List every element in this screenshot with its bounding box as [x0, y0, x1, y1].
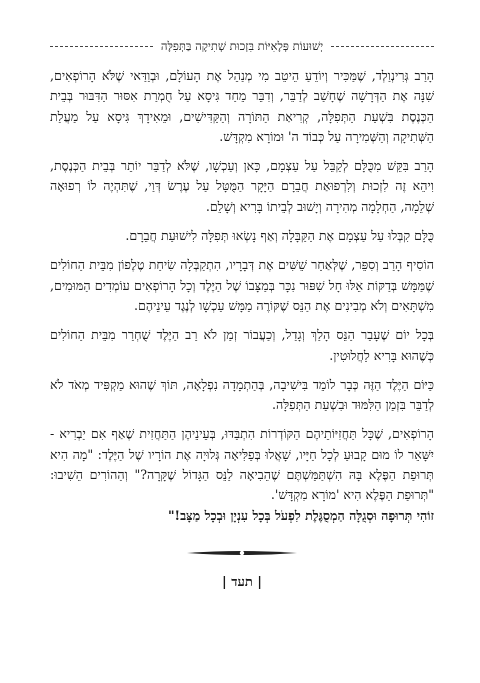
- paragraph: הָרוֹפְאִים, שֶׁכָּל תַּחֲזִיּוֹתֵיהֶם הַקּוֹדְרוֹת הִתְבַּדּוּ, בְּעֵינֵיהֶן הַתַּחֲזִית שֶׁאַף אִם יַבְרִיא - יִשָּׁאֵר לוֹ מוּם קָבוּעַ לְכָל חַיָּיו, שָׁאֲלוּ בְּפַלִּיאָה גְּלוּיָה אֶת הוֹרָיו שֶׁל הַיֶּלֶד: "מָה הִיא תְּרוּפַת הַפֶּלֶא בָּהּ הִשְׁתַּמַּשְׁתֶּם שֶׁהֵבִיאָה לַנֵּס הַגָּדוֹל שֶׁקָּרָה?" וְהַהוֹרִים הֵשִׁיבוּ: "תְּרוּפַת הַפֶּלֶא הִיא 'מוֹרָא מִקְדָּשׁ'.: [50, 426, 434, 503]
- paragraph: כַּיּוֹם הַיֶּלֶד הַזֶּה כְּבָר לוֹמֵד בִּישִׁיבָה, בְּהַתְמָדָה נִפְלָאָה, תּוֹךְ שֶׁהוּא מַקְפִּיד מְאֹד לֹא לְדַבֵּר בִּזְמַן הַלִּמּוּד וּבִשְׁעַת הַתְּפִלָּה.: [50, 376, 434, 413]
- paragraph: הוֹסִיף הָרַב וְסִפֵּר, שֶׁלְּאַחַר שֵׁשִּׁים אֶת דְּבָרָיו, הִתְקַבְּלָה שִׂיחַת טֶלֶפוֹן מִבֵּית הַחוֹלִים שֶׁמַּמָּשׁ בְּדַקּוֹת אֵלּוּ חָל שִׁפּוּר נִכָּר בְּמַצָּבוֹ שֶׁל הַיֶּלֶד וְכָל הָרוֹפְאִים עוֹמְדִים הַמּוּמִים, מִשְׁתָּאִים וְלֹא מְבִינִים אֶת הַנֵּס שֶׁקּוֹרֶה מַמָּשׁ עַכְשָׁו לְנֶגֶד עֵינֵיהֶם.: [50, 257, 434, 313]
- running-header: [50, 38, 434, 54]
- header-title: יְשׁוּעוֹת פְּלָאִיּוֹת בִּזְכוּת שְׁתִיקָה בַּתְּפִלָּה: [160, 39, 324, 53]
- document-page: [50, 38, 434, 658]
- header-rule-right: [331, 46, 434, 47]
- page-number: | תעד |: [221, 574, 263, 590]
- closing-line: זוֹהִי תְּרוּפָה וּסְגֻלָּה הַמְסֻגֶּלֶת לִפְעֹל בְּכָל עִנְיָן וּבְכָל מַצָּב!": [168, 507, 434, 523]
- paragraph: בְּכָל יוֹם שֶׁעָבַר הַנֵּס הָלַךְ וְגָדַל, וְכַעֲבוֹר זְמַן לֹא רַב הַיֶּלֶד שֻׁחְרַר מִבֵּית הַחוֹלִים כְּשֶׁהוּא בָּרִיא לַחֲלוּטִין.: [50, 327, 434, 363]
- paragraph: כֻּלָּם קִבְּלוּ עַל עַצְמָם אֶת הַקַּבָּלָה וְאַף נָשְׂאוּ תְּפִלָּה לִישׁוּעַת חֲבֵרָם.: [125, 228, 434, 244]
- header-rule-left: [50, 46, 153, 47]
- paragraph: הָרַב גְּרִינְוַלְד, שֶׁמַּכִּיר וְיוֹדֵעַ הֵיטֵב מִי מְנַהֵל אֶת הָעוֹלָם, וּבְוַדַּאי שֶׁלֹּא הָרוֹפְאִים, שִׁנָּה אֶת הַדְּרָשָׁה שֶׁחָשַׁב לְדַבֵּר, וְדִבֵּר מֵחַד גִּיסָא עַל חֻמְרַת אִסּוּר הַדִּבּוּר בְּבֵית הַכְּנֶסֶת בִּשְׁעַת הַתְּפִלָּה, קְרִיאַת הַתּוֹרָה וְהַקַּדִּישִׁים, וּמֵאִידָךְ גִּיסָא עַל מַעֲלַת הַשְּׁתִיקָה וְהַשְּׁמִירָה עַל כְּבוֹד ה' וּמוֹרָא מִקְדָּשׁ.: [50, 68, 434, 144]
- ornament-divider: [187, 548, 297, 558]
- paragraph: הָרַב בִּקֵּשׁ מִכֻּלָּם לְקַבֵּל עַל עַצְמָם, כָּאן וְעַכְשָׁו, שֶׁלֹּא לְדַבֵּר יוֹתֵר בְּבֵית הַכְּנֶסֶת, וִיהֵא זֶה לִזְכוּת וְלִרְפוּאַת חֲבֵרָם הַיָּקָר הַמֻּטָּל עַל עֶרֶשׂ דְּוַי, שֶׁתִּהְיֶה לוֹ רְפוּאָה שְׁלֵמָה, הַחְלָמָה מְהִירָה וְיָשׁוּב לְבֵיתוֹ בָּרִיא וְשָׁלֵם.: [50, 158, 434, 214]
